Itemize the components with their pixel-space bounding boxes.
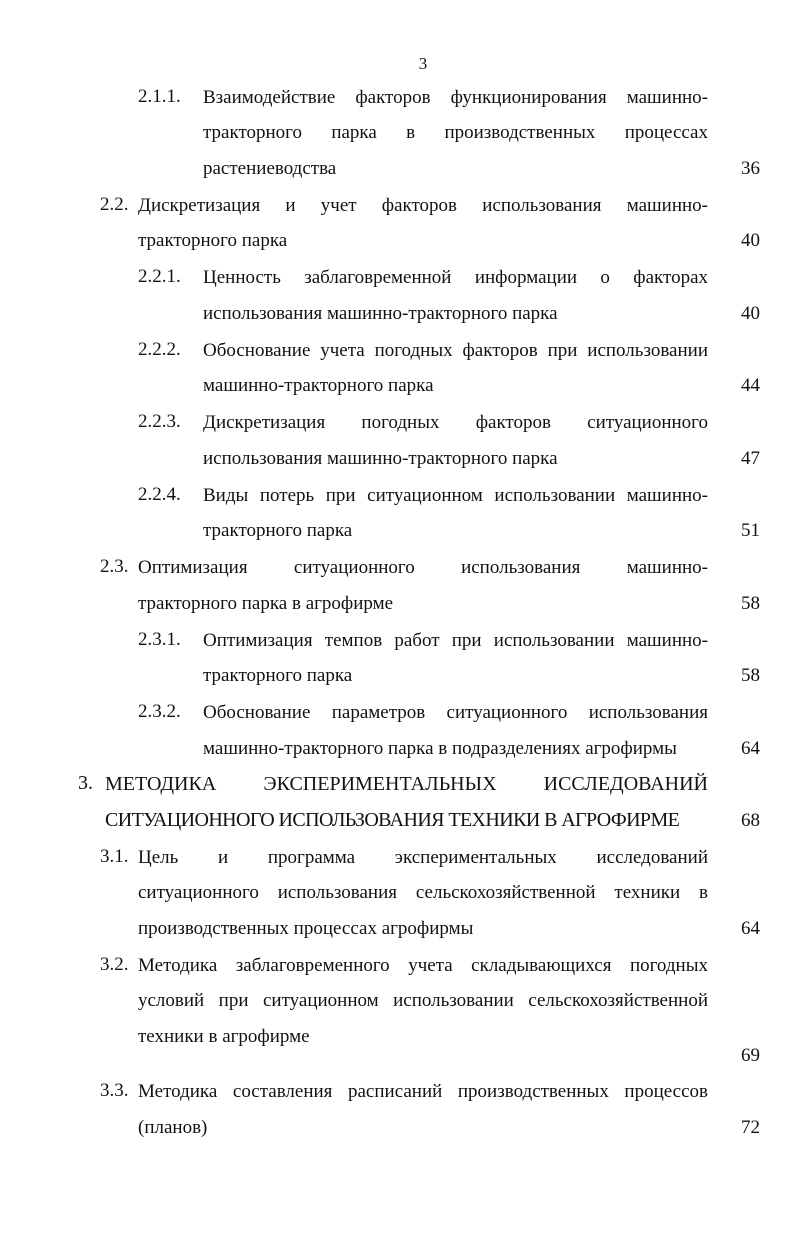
entry-line: ситуационного использования сельскохозяйственной техники в (138, 882, 708, 903)
entry-number: 2.3. (100, 556, 129, 577)
entry-line: использования машинно-тракторного парка (203, 303, 558, 324)
entry-page: 40 (741, 230, 760, 251)
entry-line: тракторного парка (203, 520, 353, 541)
entry-page: 44 (741, 375, 760, 396)
entry-page: 68 (741, 810, 760, 831)
entry-page: 58 (741, 665, 760, 686)
entry-page: 64 (741, 918, 760, 939)
entry-page: 58 (741, 593, 760, 614)
entry-line: (планов) (138, 1117, 208, 1138)
entry-line: Оптимизация ситуационного использования машинно- (138, 557, 708, 578)
entry-line: Методика составления расписаний производственных процессов (138, 1081, 708, 1102)
entry-number: 3.2. (100, 954, 129, 975)
entry-line: Дискретизация и учет факторов использования машинно- (138, 195, 708, 216)
entry-line: СИТУАЦИОННОГО ИСПОЛЬЗОВАНИЯ ТЕХНИКИ В АГРОФИРМЕ (105, 809, 680, 831)
entry-line: тракторного парка в агрофирме (138, 593, 394, 614)
entry-line: техники в агрофирме (138, 1026, 310, 1047)
entry-number: 3.3. (100, 1080, 129, 1101)
entry-line: Дискретизация погодных факторов ситуационного (203, 412, 708, 433)
entry-line: тракторного парка в производственных процессах (203, 122, 708, 143)
entry-number: 2.1.1. (138, 86, 181, 107)
page-number: 3 (418, 54, 428, 73)
entry-line: использования машинно-тракторного парка (203, 448, 558, 469)
entry-number: 3.1. (100, 846, 129, 867)
entry-number: 2.2. (100, 194, 129, 215)
entry-line: машинно-тракторного парка в подразделениях агрофирмы (203, 738, 677, 759)
entry-line: растениеводства (203, 158, 337, 179)
entry-page: 64 (741, 738, 760, 759)
entry-line: Методика заблаговременного учета складывающихся погодных (138, 955, 708, 976)
entry-line: Виды потерь при ситуационном использовании машинно- (203, 485, 708, 506)
entry-line: производственных процессах агрофирмы (138, 918, 474, 939)
entry-line: Обоснование учета погодных факторов при использовании (203, 340, 708, 361)
entry-line: машинно-тракторного парка (203, 375, 434, 396)
entry-number: 2.3.2. (138, 701, 181, 722)
entry-page: 69 (741, 1045, 760, 1066)
entry-line: Обоснование параметров ситуационного использования (203, 702, 708, 723)
entry-page: 40 (741, 303, 760, 324)
entry-number: 2.3.1. (138, 629, 181, 650)
entry-page: 47 (741, 448, 760, 469)
entry-number: 2.2.3. (138, 411, 181, 432)
entry-number: 2.2.1. (138, 266, 181, 287)
entry-page: 36 (741, 158, 760, 179)
entry-line: тракторного парка (203, 665, 353, 686)
entry-line: Ценность заблаговременной информации о факторах (203, 267, 708, 288)
entry-page: 51 (741, 520, 760, 541)
entry-page: 72 (741, 1117, 760, 1138)
entry-line: Оптимизация темпов работ при использовании машинно- (203, 630, 708, 651)
entry-line: тракторного парка (138, 230, 288, 251)
entry-line: Взаимодействие факторов функционирования машинно- (203, 87, 708, 108)
entry-number: 3. (78, 772, 93, 794)
entry-number: 2.2.4. (138, 484, 181, 505)
entry-line: условий при ситуационном использовании сельскохозяйственной (138, 990, 708, 1011)
entry-line: Цель и программа экспериментальных исследований (138, 847, 708, 868)
entry-line: МЕТОДИКА ЭКСПЕРИМЕНТАЛЬНЫХ ИССЛЕДОВАНИЙ (105, 773, 708, 795)
entry-number: 2.2.2. (138, 339, 181, 360)
